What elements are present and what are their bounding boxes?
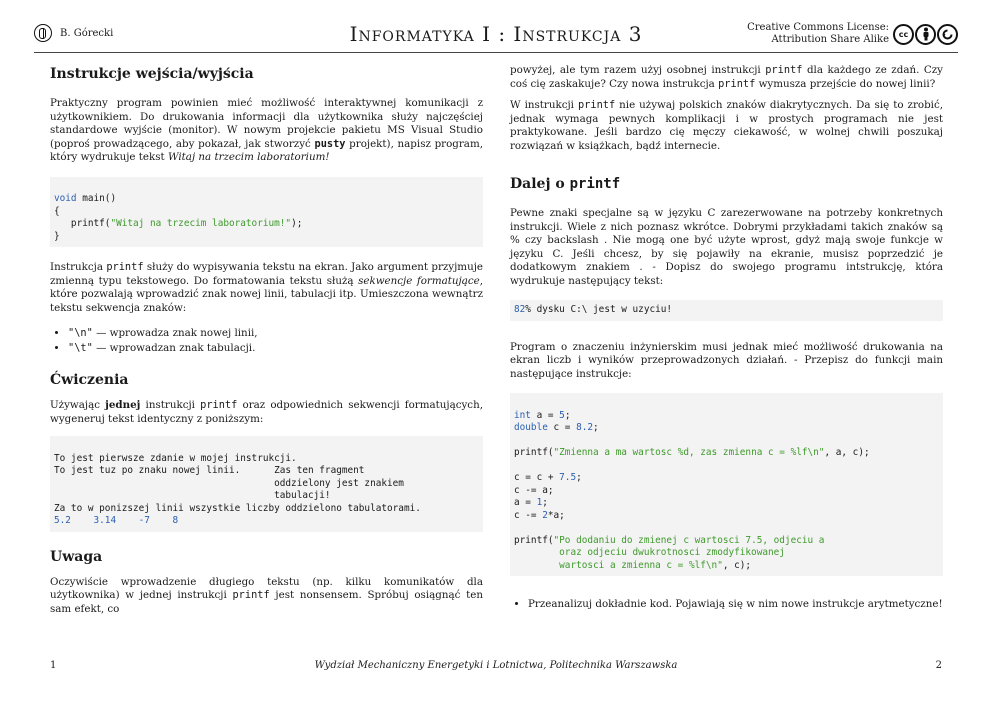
text: Praktyczny program powinien mieć możliwość interaktywnej komunikacji z użytkownikiem. Do drukowania informacji dla użytkownika służy najczęściej standardowe wyjście (monitor). W nowym projekcie pakietu MS Visual Studio (poproś prowadzącego, aby pokazał, jak stworzyć (50, 97, 483, 150)
code-string: "Po dodaniu do zmienej c wartosci 7.5, odjeciu a (553, 534, 825, 546)
page-number-right: 2 (935, 660, 942, 671)
page-number-left: 1 (50, 660, 57, 671)
text: oraz odpowiednich sekwencji formatujących, wygeneruj tekst identyczny z poniższym: (50, 399, 483, 425)
code-string: "Witaj na trzecim laboratorium!" (110, 218, 292, 229)
code-number: 5 (559, 409, 565, 421)
text: nie używaj polskich znaków diakrytycznych. Da się to zrobić, jednak wymaga pewnych komplikacji i w prostych programach nie jest praktykowane. Jeśli bardzo cię męczy ciekawość, w wolnej chwili poszukaj rozwiązań w książkach, bądź internecie. (510, 99, 944, 152)
continuation-paragraph (510, 64, 943, 91)
diacritics-paragraph (510, 99, 943, 153)
code-number: 1 (536, 497, 543, 508)
code-block-percent (510, 300, 943, 321)
text: — wprowadza znak nowej linii, (92, 327, 258, 339)
code-text: printf( (54, 218, 111, 229)
inline-code: printf (577, 99, 616, 111)
code-text: *a; (547, 509, 565, 521)
text: powyżej, ale tym razem użyj osobnej instrukcji (510, 64, 766, 76)
institution-name: Wydział Mechaniczny Energetyki i Lotnictwa, Politechnika Warszawska (314, 660, 678, 671)
code-text: c = (547, 422, 577, 433)
text: , które pozwalają wprowadzić znak nowej linii, tabulacji itp. Umieszczona wewnątrz tekstu sekwencja znaków: (50, 274, 483, 314)
page-header (34, 22, 958, 53)
printf-paragraph (50, 261, 483, 315)
code-text: } (54, 230, 60, 242)
code-block-expected-output (50, 436, 483, 532)
code-text: c = c + (514, 472, 560, 483)
italic-text: sekwencje formatujące (358, 274, 480, 287)
by-icon (915, 24, 936, 45)
inline-code: printf (765, 64, 803, 76)
right-column (510, 62, 943, 613)
code-number: 7.5 (559, 472, 577, 483)
inline-code: "\n" (68, 327, 93, 339)
text: jest nonsensem. Spróbuj osiągnąć ten sam efekt, co (50, 589, 483, 615)
document-title: Informatyka I : Instrukcja 3 (349, 22, 643, 46)
inline-code: printf (718, 77, 756, 90)
left-column (50, 62, 483, 616)
code-numbers: 5.2 3.14 -7 8 (54, 515, 179, 526)
inline-code: printf (232, 589, 270, 601)
text: służy do wypisywania tekstu na ekran. Jako argument przyjmuje zmienną typu tekstowego. Do formatowania tekstu służą (50, 261, 483, 287)
exercise-paragraph (50, 399, 483, 426)
bold-text: pusty (314, 137, 346, 150)
code-block-arithmetic: int a = 5; double c = 8.2; printf("Zmienna a ma wartosc %d, zas zmienna c = %lf\n", a, c); c = c + 7.5; c -= a; a = 1; c -= 2*a; printf("Po dodaniu do zmienej c wartosci 7.5, odjeciu a oraz odjeciu dwukrotnosci zmodyfikowanej wartosci a zmienna c = %lf\n", c); (510, 393, 943, 576)
code-keyword: void (54, 193, 77, 204)
text: Instrukcja (50, 261, 107, 273)
note-paragraph (50, 576, 483, 617)
section-heading-note: Uwaga (50, 548, 103, 565)
license-line-1: Creative Commons License: (747, 22, 889, 33)
italic-text: Witaj na trzecim laboratorium! (167, 151, 330, 163)
author-name: B. Górecki (60, 27, 114, 39)
code-text: a = (530, 409, 560, 421)
code-text: Za to w ponizszej linii wszystkie liczby oddzielono tabulatorami. (54, 502, 421, 514)
code-number: 8.2 (576, 422, 594, 433)
text: Oczywiście wprowadzenie długiego tekstu (np. kilku komunikatów dla użytkownika) w jednej instrukcji (50, 575, 483, 601)
cc-badges (893, 24, 958, 45)
code-number: 82 (514, 304, 526, 315)
inline-code: printf (106, 261, 144, 273)
inline-code: printf (200, 399, 238, 411)
code-keyword: double (514, 422, 548, 433)
code-text: tabulacji! (54, 490, 331, 501)
analysis-list (510, 598, 943, 612)
inline-code: "\t" (68, 341, 93, 354)
code-text: oddzielony jest znakiem (54, 477, 404, 489)
code-text: ); (291, 218, 303, 229)
code-block-main (50, 177, 483, 248)
list-item: • Przeanalizuj dokładnie kod. Pojawiają się w nim nowe instrukcje arytmetyczne! (528, 598, 943, 612)
numbers-paragraph: Program o znaczeniu inżynierskim musi jednak mieć możliwość drukowania na ekran liczb i wyników przeprowadzonych działań. - Przepisz do funkcji main następujące instrukcje: (510, 340, 943, 380)
text: projekt), napisz program, który wydrukuje tekst (50, 137, 483, 163)
sa-icon (937, 24, 958, 45)
code-text: { (54, 205, 60, 217)
special-chars-paragraph: Pewne znaki specjalne są w języku C zarezerwowane na potrzeby konkretnych instrukcji. Wiele z nich poznasz wkrótce. Dobrymi przykładami takich znaków są % czy backslash . Nie mogą one być użyte wprost, gdyż mają swoje funkcje w języku C. Jeśli chcesz, by się pojawiły na ekranie, musisz poprzedzić je dodatkowym znakiem . - Dopisz do swojego programu intstrukcję, która wydrukuje następujący tekst: (510, 207, 943, 287)
list-item (68, 327, 483, 341)
heading-text: Dalej o (510, 176, 570, 192)
section-heading-printf (510, 175, 943, 193)
code-text: To jest pierwsze zdanie w mojej instrukcji. (54, 452, 297, 464)
code-text: c -= a; (514, 484, 554, 496)
text: W instrukcji (510, 99, 578, 111)
license-block (747, 22, 958, 46)
code-number: 2 (542, 509, 548, 521)
code-text: printf( (514, 534, 554, 546)
code-text: main() (76, 193, 117, 204)
text: — wprowadzan znak tabulacji. (92, 341, 256, 354)
code-string: oraz odjeciu dwukrotnosci zmodyfikowanej (514, 547, 785, 558)
code-text: To jest tuz po znaku nowej linii. Zas ten fragment (54, 465, 365, 476)
code-text: % dysku C:\ jest w uzyciu! (525, 304, 673, 315)
license-text (747, 22, 889, 46)
code-text: a = (514, 497, 537, 508)
intro-paragraph (50, 97, 483, 165)
share-alike-icon (941, 28, 954, 41)
person-icon (920, 27, 932, 41)
code-text: , c); (722, 559, 752, 571)
text: wymusza przejście do nowej linii? (755, 77, 936, 90)
text: Używając (50, 399, 106, 411)
license-line-2: Attribution Share Alike (771, 34, 889, 45)
bold-text: jednej (105, 399, 141, 411)
escape-sequence-list (50, 327, 483, 355)
code-string: "Zmienna a ma wartosc %d, zas zmienna c = %lf\n" (553, 447, 825, 458)
text: dla każdego ze zdań. Czy coś cię zaskakuje? Czy nowa instrukcja (510, 64, 943, 90)
section-heading-io: Instrukcje wejścia/wyjścia (50, 66, 254, 82)
text: instrukcji (140, 399, 201, 411)
code-text: c -= (514, 509, 543, 521)
code-string: wartosci a zmienna c = %lf\n" (514, 559, 723, 571)
section-heading-exercises: Ćwiczenia (50, 372, 129, 388)
list-item (68, 342, 483, 356)
code-text: printf( (514, 447, 554, 458)
cc-icon: cc (893, 24, 914, 45)
heading-code: printf (569, 176, 621, 192)
code-keyword: int (514, 409, 531, 421)
code-text: , a, c); (824, 447, 870, 458)
